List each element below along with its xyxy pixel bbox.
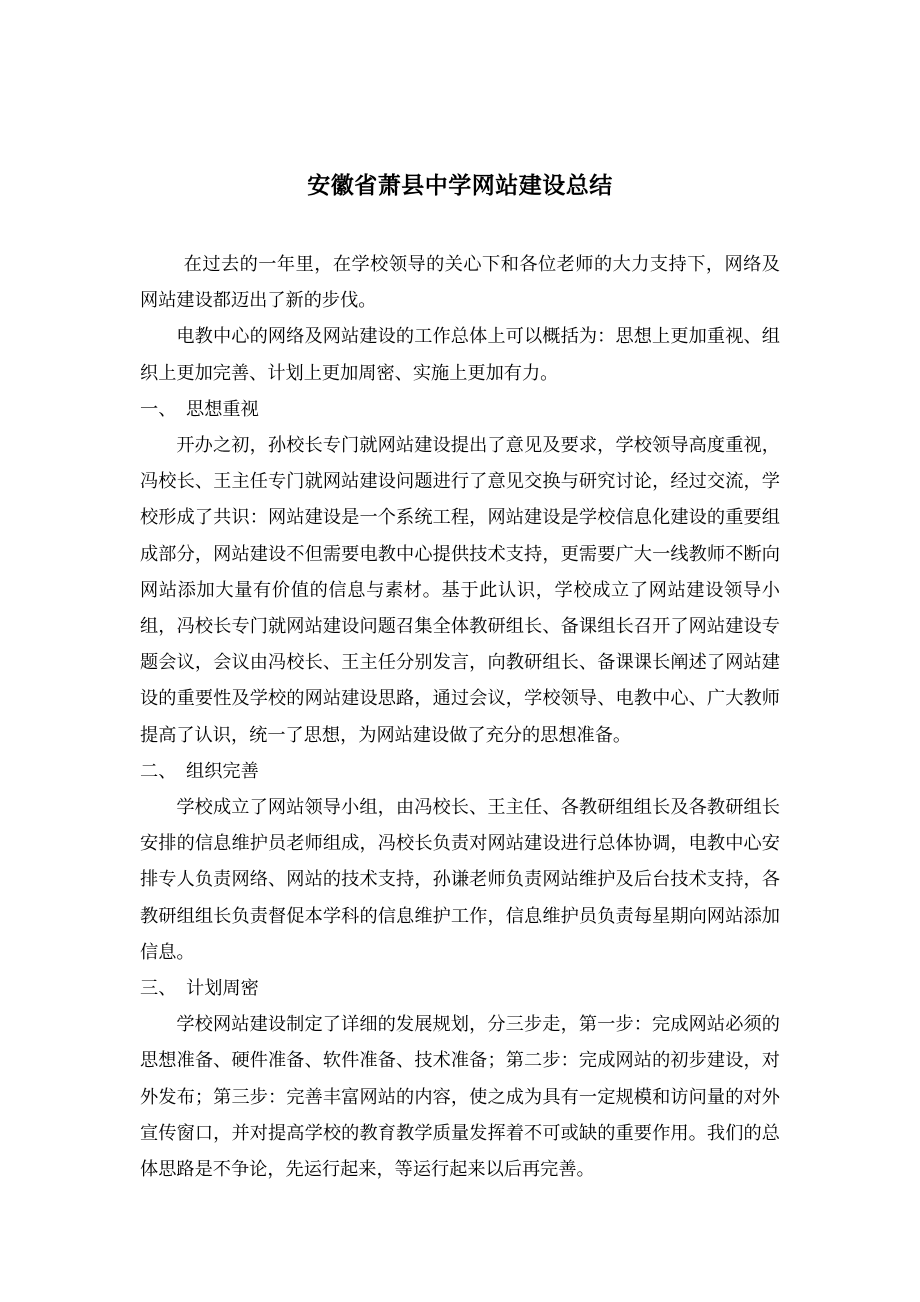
section-body-1: 开办之初，孙校长专门就网站建设提出了意见及要求，学校领导高度重视，冯校长、王主任专门就网站建设问题进行了意见交换与研究讨论，经过交流，学校形成了共识：网站建设是一个系统工程，网站建设是学校信息化建设的重要组成部分，网站建设不但需要电教中心提供技术支持，更需要广大一线教师不断向网站添加大量有价值的信息与素材。基于此认识，学校成立了网站建设领导小组，冯校长专门就网站建设问题召集全体教研组长、备课组长召开了网站建设专题会议，会议由冯校长、王主任分别发言，向教研组长、备课课长阐述了网站建设的重要性及学校的网站建设思路，通过会议，学校领导、电教中心、广大教师提高了认识，统一了思想，为网站建设做了充分的思想准备。 — [140, 435, 780, 746]
section-body-2: 学校成立了网站领导小组，由冯校长、王主任、各教研组组长及各教研组长安排的信息维护员老师组成，冯校长负责对网站建设进行总体协调，电教中心安排专人负责网络、网站的技术支持，孙谦老师负责网站维护及后台技术支持，各教研组组长负责督促本学科的信息维护工作，信息维护员负责每星期向网站添加信息。 — [140, 797, 780, 963]
section-heading-1 — [140, 392, 780, 428]
section-number-2: 二、 — [140, 760, 177, 782]
intro-paragraph-2: 电教中心的网络及网站建设的工作总体上可以概括为：思想上更加重视、组织上更加完善、计划上更加周密、实施上更加有力。 — [140, 326, 780, 384]
document-title: 安徽省萧县中学网站建设总结 — [307, 172, 613, 199]
section-title-1: 思想重视 — [186, 398, 259, 420]
section-number-1: 一、 — [140, 398, 177, 420]
section-heading-3 — [140, 971, 780, 1007]
section-title-3: 计划周密 — [186, 978, 259, 1000]
section-body-3: 学校网站建设制定了详细的发展规划，分三步走，第一步：完成网站必须的思想准备、硬件准备、软件准备、技术准备；第二步：完成网站的初步建设，对外发布；第三步：完善丰富网站的内容，使之成为具有一定规模和访问量的对外宣传窗口，并对提高学校的教育教学质量发挥着不可或缺的重要作用。我们的总体思路是不争论，先运行起来，等运行起来以后再完善。 — [140, 1014, 780, 1181]
section-heading-2 — [140, 754, 780, 790]
document-body — [140, 247, 780, 1188]
section-title-2: 组织完善 — [186, 760, 259, 782]
intro-paragraph-1: 在过去的一年里，在学校领导的关心下和各位老师的大力支持下，网络及网站建设都迈出了新的步伐。 — [140, 254, 780, 312]
section-number-3: 三、 — [140, 978, 177, 1000]
